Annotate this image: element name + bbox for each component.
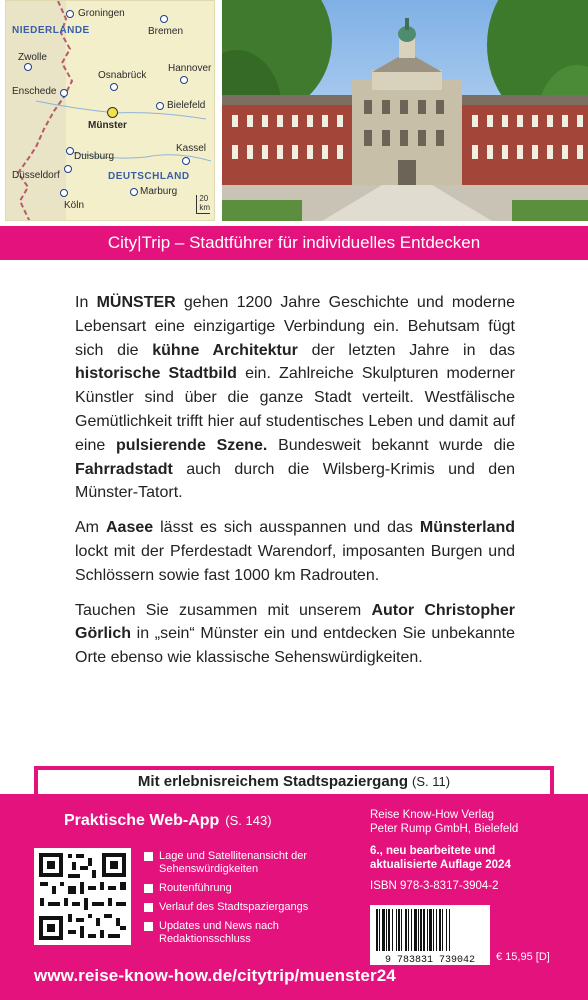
isbn: ISBN 978-3-8317-3904-2 (370, 880, 499, 892)
bullet-square-icon (144, 884, 153, 893)
website-link[interactable]: www.reise-know-how.de/citytrip/muenster24 (34, 966, 396, 985)
bottom-panel (0, 794, 588, 1000)
body-text: Tauchen Sie zusammen mit unserem (75, 601, 372, 619)
walk-page-ref: (S. 11) (412, 774, 451, 789)
city-dot-kassel (182, 157, 190, 165)
city-dot-hannover (180, 76, 188, 84)
city-dot-bremen (160, 15, 168, 23)
map-scale: 20 km (196, 195, 210, 214)
city-label-duesseldorf: Düsseldorf (12, 170, 60, 181)
publisher-name: Reise Know-How Verlag (370, 809, 495, 821)
emphasis-text: pulsierende Szene. (116, 436, 268, 454)
cover-photo (222, 0, 588, 221)
body-text: ein. Zahlreiche Skulpturen moderner Künstler sind über die ganze Stadt verteilt. Westfälische Gemütlichkeit trifft hier auf studentisches Leben und damit auf eine (75, 365, 516, 454)
price: € 15,95 [D] (496, 951, 550, 963)
edition-line-1: 6., neu bearbeitete und (370, 845, 496, 857)
webapp-features (144, 850, 344, 952)
city-dot-enschede (60, 89, 68, 97)
bullet-square-icon (144, 852, 153, 861)
bullet-square-icon (144, 922, 153, 931)
cover-top (0, 0, 588, 226)
emphasis-text: Autor Christopher Görlich (75, 601, 515, 643)
body-text: Bundesweit bekannt wurde die (267, 436, 516, 454)
city-dot-duesseldorf (64, 165, 72, 173)
body-text: gehen 1200 Jahre Geschichte und moderne Lebensart eine einzigartige Verbindung ein. Behutsam fügt sich die (75, 294, 515, 359)
barcode-digits: 9 783831 739042 (384, 955, 476, 965)
city-label-kassel: Kassel (176, 143, 207, 154)
webapp-heading (64, 812, 272, 830)
city-label-zwolle: Zwolle (18, 52, 47, 63)
city-label-hannover: Hannover (168, 63, 212, 74)
barcode-graphic (370, 905, 490, 965)
feature-label: Lage und Satellitenansicht der Sehenswürdigkeiten (159, 850, 307, 875)
blurb (75, 291, 515, 681)
body-text: In (75, 294, 97, 311)
emphasis-text: Aasee (105, 519, 154, 537)
webapp-label: Praktische Web-App (64, 812, 220, 829)
city-dot-duisburg (66, 147, 74, 155)
emphasis-text: historische Stadtbild (75, 365, 237, 383)
feature-item (144, 850, 344, 876)
walk-label: Mit erlebnisreichem Stadtspaziergang (137, 773, 408, 790)
feature-label: Verlauf des Stadtspaziergangs (159, 901, 309, 913)
palace-photo (222, 0, 588, 221)
city-label-koeln: Köln (64, 200, 85, 211)
blurb-paragraph-1 (75, 291, 515, 505)
city-dot-koeln (60, 189, 68, 197)
city-label-marburg: Marburg (140, 186, 178, 197)
feature-item (144, 920, 344, 946)
city-label-bielefeld: Bielefeld (167, 100, 206, 111)
body-text: der letzten Jahre in das (297, 341, 516, 359)
bullet-square-icon (144, 903, 153, 912)
body-text: in „sein“ Münster ein und entdecken Sie unbekannte Orte ebenso wie klassische Sehenswürdigkeiten. (75, 625, 515, 667)
city-label-groningen: Groningen (78, 8, 125, 19)
feature-label: Updates und News nach Redaktionsschluss (159, 920, 279, 945)
city-dot-groningen (66, 10, 74, 18)
edition-line-2: aktualisierte Auflage 2024 (370, 859, 511, 871)
city-label-duisburg: Duisburg (74, 151, 115, 162)
walk-callout (34, 766, 554, 798)
city-dot-marburg (130, 188, 138, 196)
feature-item (144, 901, 344, 914)
emphasis-text: Münsterland (419, 519, 516, 537)
country-label-netherlands: NIEDERLANDE (12, 25, 90, 36)
body-text: auch durch die Wilsberg-Krimis und den Münster-Tatort. (75, 460, 515, 502)
city-dot-zwolle (24, 63, 32, 71)
qr-code-graphic (34, 848, 131, 945)
feature-label: Routenführung (159, 882, 232, 894)
blurb-paragraph-3 (75, 599, 515, 670)
blurb-paragraph-2 (75, 516, 515, 587)
body-text: lockt mit der Pferdestadt Warendorf, imposanten Burgen und Schlössern sowie fast 1000 km Radrouten. (75, 542, 515, 584)
isbn-barcode (370, 905, 490, 965)
qr-code[interactable] (34, 848, 131, 945)
emphasis-text: Fahrradstadt (75, 460, 173, 478)
emphasis-text: MÜNSTER (96, 294, 176, 311)
publisher-company: Peter Rump GmbH, Bielefeld (370, 823, 519, 835)
city-label-enschede: Enschede (12, 86, 57, 97)
city-label-osnabrueck: Osnabrück (98, 70, 147, 81)
city-label-bremen: Bremen (148, 26, 184, 37)
country-label-germany: DEUTSCHLAND (108, 171, 190, 182)
body-text: lässt es sich ausspannen und das (153, 519, 420, 537)
location-map (5, 0, 215, 221)
emphasis-text: kühne Architektur (152, 341, 298, 359)
city-dot-osnabrueck (110, 83, 118, 91)
city-dot-muenster (107, 107, 118, 118)
webapp-page-ref: (S. 143) (225, 813, 272, 828)
body-text: Am (75, 519, 106, 537)
publisher-info (370, 808, 580, 893)
feature-item (144, 882, 344, 895)
city-dot-bielefeld (156, 102, 164, 110)
city-label-muenster: Münster (88, 120, 127, 131)
series-banner: City|Trip – Stadtführer für individuelles Entdecken (0, 226, 588, 260)
